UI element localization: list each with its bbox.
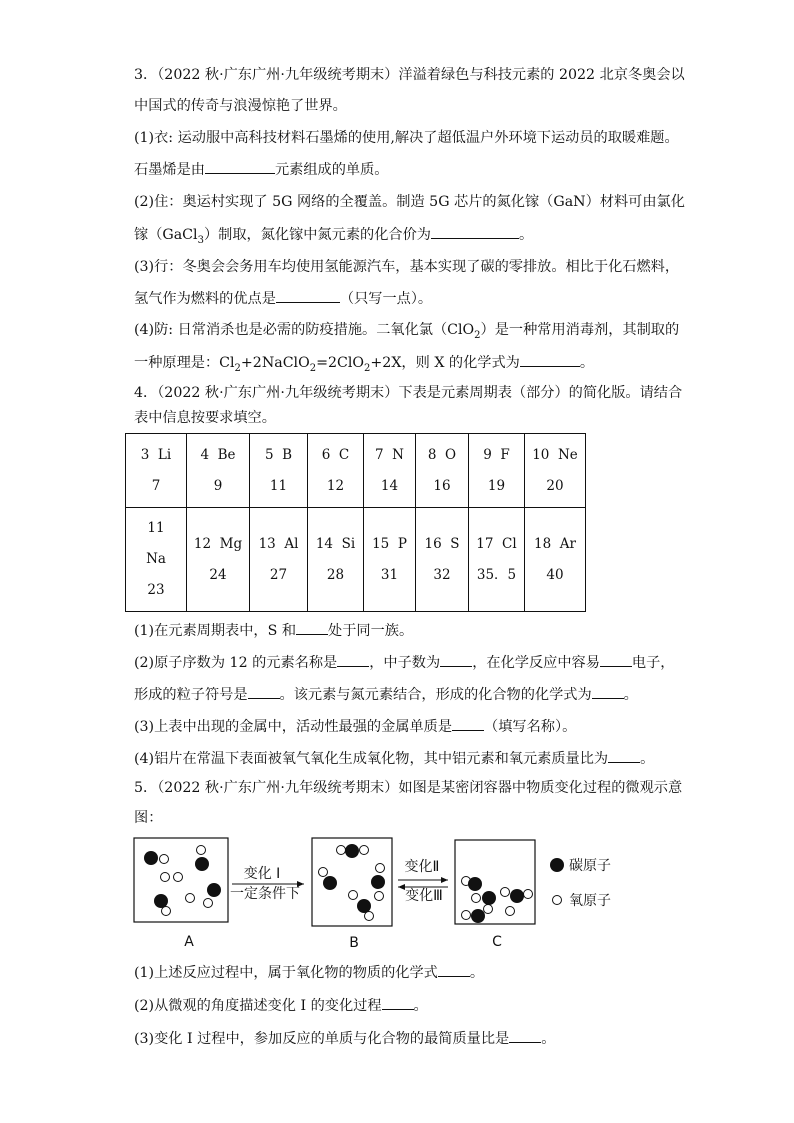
q3-intro-line1: 3．（2022 秋·广东广州·九年级统考期末）洋溢着绿色与科技元素的 2022 北京冬奥会以 <box>134 67 685 83</box>
q3-part2-text: 镓（GaCl <box>134 227 198 243</box>
q3-part2-text-mid: ）制取，氮化镓中氮元素的化合价为 <box>203 227 431 243</box>
q5-intro-line1: 5．（2022 秋·广东广州·九年级统考期末）如图是某密闭容器中物质变化过程的微观示意 <box>134 780 683 796</box>
oxygen-atom <box>160 855 169 864</box>
q3-part4-equation: +2X，则 X 的化学式为 <box>370 355 520 371</box>
q4-part2-text: ，在化学反应中容易 <box>472 655 600 671</box>
oxygen-atom <box>360 846 369 855</box>
element-mass: 16 <box>433 477 451 494</box>
element-mass: 12 <box>326 477 345 494</box>
q4-intro-line2: 表中信息按要求填空。 <box>134 410 276 426</box>
subscript: 2 <box>474 329 481 341</box>
arrow-head <box>398 884 405 890</box>
element-number-symbol: 4 Be <box>200 446 236 463</box>
element-mass: 11 <box>269 477 288 494</box>
arrow1-bottom-label: 一定条件下 <box>230 886 300 902</box>
q5-part3-text-end: 。 <box>541 1031 556 1047</box>
oxygen-atom <box>365 912 374 921</box>
q4-part3-text-end: （填写名称）。 <box>484 719 577 735</box>
oxygen-atom <box>462 911 471 920</box>
carbon-atom <box>510 889 524 903</box>
answer-blank[interactable] <box>438 962 470 977</box>
q3-intro-line2: 中国式的传奇与浪漫惊艳了世界。 <box>134 98 347 114</box>
carbon-atom <box>323 876 337 890</box>
q5-part1-text-end: 。 <box>469 965 485 981</box>
q5-part3-text: (3)变化 I 过程中，参加反应的单质与化合物的最简质量比是 <box>134 1031 510 1047</box>
oxygen-atom <box>174 873 183 882</box>
element-mass: 9 <box>213 477 223 494</box>
oxygen-atom <box>161 873 170 882</box>
element-mass: 7 <box>151 477 161 494</box>
q4-part3-text: (3)上表中出现的金属中，活动性最强的金属单质是 <box>134 719 453 735</box>
q5-intro-line2: 图： <box>134 810 163 826</box>
oxygen-atom <box>162 907 171 916</box>
q5-part2 <box>134 995 428 1016</box>
element-number-symbol: 5 B <box>264 446 293 463</box>
element-number-symbol: 16 S <box>424 535 460 552</box>
q4-part2-text: ，中子数为 <box>369 655 441 671</box>
subscript: 2 <box>234 362 241 374</box>
element-mass: 32 <box>433 566 451 583</box>
q3-part2-line1: (2)住：奥运村实现了 5G 网络的全覆盖。制造 5G 芯片的氮化镓（GaN）材料可由氯化 <box>134 194 685 210</box>
arrow-head <box>441 877 448 883</box>
q4-part2-text: (2)原子序数为 12 的元素名称是 <box>134 655 338 671</box>
subscript: 3 <box>197 234 204 246</box>
label-a: A <box>184 934 194 950</box>
q3-part2-text-end: 。 <box>518 227 534 243</box>
oxygen-atom <box>484 905 493 914</box>
legend-oxygen: 氧原子 <box>569 893 611 909</box>
element-mass: 24 <box>209 566 227 583</box>
q3-part3-text-end: （只写一点）。 <box>339 291 433 307</box>
element-mass: 40 <box>546 566 564 583</box>
element-mass: 19 <box>487 477 506 494</box>
oxygen-legend-icon <box>553 896 562 905</box>
q5-part2-text: (2)从微观的角度描述变化 I 的变化过程 <box>134 998 382 1014</box>
q4-part1-text: (1)在元素周期表中，S 和 <box>134 623 297 639</box>
q4-part2-text: 电子， <box>631 655 675 671</box>
q3-part4-equation: =2ClO <box>316 355 365 371</box>
oxygen-atom <box>376 864 385 873</box>
q3-part1-text: 石墨烯是由 <box>134 162 205 178</box>
answer-blank[interactable] <box>509 1028 541 1043</box>
carbon-legend-icon <box>550 858 564 872</box>
q3-part4-text-end: ）是一种常用消毒剂，其制取的 <box>480 322 680 338</box>
element-number-symbol: 3 Li <box>140 446 172 463</box>
q4-part4-text: (4)铝片在常温下表面被氧气氧化生成氧化物，其中铝元素和氧元素质量比为 <box>134 751 609 767</box>
oxygen-atom <box>319 868 328 877</box>
arrow1-top-label: 变化 I <box>243 866 281 882</box>
q4-part1-text-end: 处于同一族。 <box>328 623 414 639</box>
q3-part3-text: 氢气作为燃料的优点是 <box>134 291 276 307</box>
oxygen-atom <box>337 846 346 855</box>
q3-part4-text: (4)防: 日常消杀也是必需的防疫措施。二氧化氯（ClO <box>134 322 475 338</box>
q3-part1-text-end: 元素组成的单质。 <box>274 162 389 178</box>
element-number-symbol: 17 Cl <box>476 535 517 552</box>
answer-blank[interactable] <box>382 995 414 1010</box>
label-b: B <box>349 935 359 951</box>
q3-part1-line1: (1)衣: 运动服中高科技材料石墨烯的使用,解决了超低温户外环境下运动员的取暖难题。 <box>134 130 679 146</box>
q5-part1-text: (1)上述反应过程中，属于氧化物的物质的化学式 <box>134 965 438 981</box>
q5-part2-text-end: 。 <box>413 998 428 1014</box>
element-number-symbol: 13 Al <box>258 535 299 552</box>
q5-part3 <box>134 1028 555 1049</box>
element-mass: 14 <box>380 477 399 494</box>
element-number-symbol: 15 P <box>372 535 407 552</box>
oxygen-atom <box>375 892 384 901</box>
label-c: C <box>492 934 502 950</box>
q4-part4-text-end: 。 <box>640 751 655 767</box>
carbon-atom <box>471 909 485 923</box>
q4-intro-line1: 4．（2022 秋·广东广州·九年级统考期末）下表是元素周期表（部分）的简化版。请结合 <box>134 385 683 401</box>
legend-carbon: 碳原子 <box>569 858 611 874</box>
element-number-symbol: 18 Ar <box>534 535 576 552</box>
element-mass: 28 <box>326 566 345 583</box>
q4-part2-text: 形成的粒子符号是 <box>134 687 248 703</box>
carbon-atom <box>371 875 385 889</box>
carbon-atom <box>468 877 482 891</box>
oxygen-atom <box>204 899 213 908</box>
element-mass: 31 <box>380 566 399 583</box>
subscript: 2 <box>309 362 317 374</box>
element-number-symbol: 7 N <box>375 446 404 463</box>
carbon-atom <box>357 899 371 913</box>
element-symbol: Na <box>146 551 166 567</box>
element-number-symbol: 9 F <box>483 446 510 463</box>
carbon-atom <box>482 891 496 905</box>
element-number-symbol: 6 C <box>321 446 350 463</box>
element-mass: 23 <box>147 582 165 598</box>
oxygen-atom <box>506 907 515 916</box>
carbon-atom <box>345 844 359 858</box>
element-mass: 20 <box>546 477 564 494</box>
element-number-symbol: 10 Ne <box>532 446 578 463</box>
q3-part3-line1: (3)行：冬奥会会务用车均使用氢能源汽车，基本实现了碳的零排放。相比于化石燃料， <box>134 259 680 275</box>
q3-part4-equation: +2NaClO <box>240 355 310 371</box>
element-number-symbol: 8 O <box>427 446 457 463</box>
carbon-atom <box>154 894 168 908</box>
oxygen-atom <box>186 894 195 903</box>
arrow2-top-label: 变化Ⅱ <box>404 859 440 875</box>
q4-part2-text: 。 <box>623 687 638 703</box>
carbon-atom <box>207 883 221 897</box>
q4-part2-text: 。该元素与氮元素结合，形成的化合物的化学式为 <box>279 687 592 703</box>
q3-part4-equation: 一种原理是：Cl <box>134 355 235 371</box>
element-number-symbol: 14 Si <box>315 535 356 552</box>
element-number: 11 <box>147 520 165 536</box>
element-number-symbol: 12 Mg <box>193 535 243 552</box>
oxygen-atom <box>472 894 481 903</box>
q5-part1 <box>134 962 484 983</box>
oxygen-atom <box>524 890 533 899</box>
q3-part4-text-end: 。 <box>579 355 595 371</box>
carbon-atom <box>144 851 158 865</box>
oxygen-atom <box>349 891 358 900</box>
element-mass: 35．5 <box>476 566 517 583</box>
element-mass: 27 <box>269 566 288 583</box>
carbon-atom <box>195 857 209 871</box>
oxygen-atom <box>501 888 510 897</box>
subscript: 2 <box>364 362 371 374</box>
arrow2-bottom-label: 变化Ⅲ <box>405 888 443 904</box>
oxygen-atom <box>197 846 206 855</box>
